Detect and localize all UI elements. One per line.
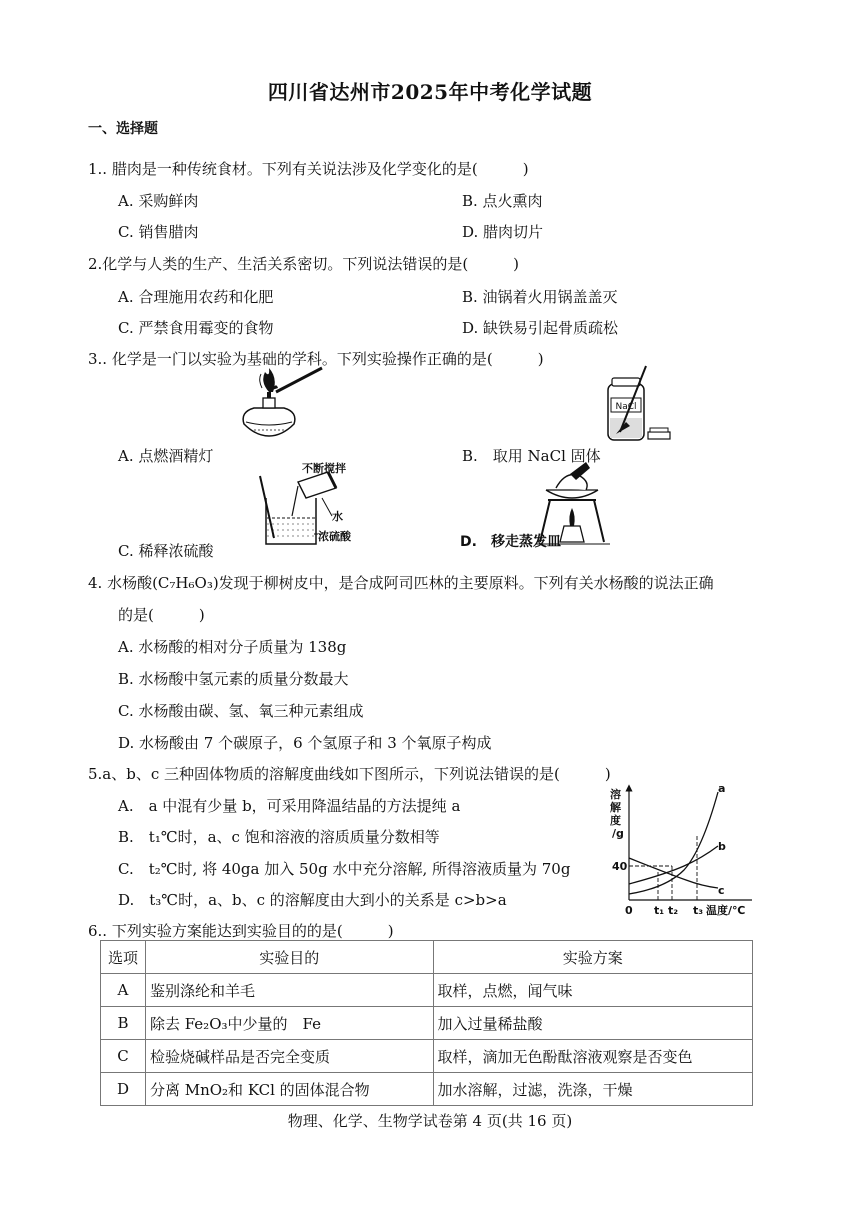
y-axis-label-4: /g <box>612 827 624 840</box>
table-row <box>101 1073 753 1106</box>
question-4-stem-line1: 4. 水杨酸(C₇H₆O₃)发现于柳树皮中，是合成阿司匹林的主要原料。下列有关水杨酸的说法正确 <box>88 574 714 592</box>
x-tick-t1: t₁ <box>654 904 665 917</box>
y-axis-label-3: 度 <box>610 814 621 827</box>
q3-option-c: C. 稀释浓硫酸 <box>118 542 214 560</box>
q5-option-c: C. t₂℃时, 将 40ga 加入 50g 水中充分溶解, 所得溶液质量为 70g <box>118 860 571 878</box>
q2-option-c: C. 严禁食用霉变的食物 <box>118 319 274 337</box>
table-row <box>101 1040 753 1073</box>
row-b-purpose: 除去 Fe₂O₃中少量的 Fe <box>145 1007 433 1040</box>
q1-option-a: A. 采购鲜肉 <box>118 192 199 210</box>
row-c-plan: 取样，滴加无色酚酞溶液观察是否变色 <box>433 1040 753 1073</box>
dilution-figure <box>252 458 362 550</box>
series-a-label: a <box>718 784 726 795</box>
series-b-label: b <box>718 840 726 853</box>
row-c-purpose: 检验烧碱样品是否完全变质 <box>145 1040 433 1073</box>
q4-option-d: D. 水杨酸由 7 个碳原子，6 个氢原子和 3 个氧原子构成 <box>118 734 492 752</box>
q3-option-a: A. 点燃酒精灯 <box>118 447 214 465</box>
series-c-line <box>629 858 718 888</box>
q5-option-d: D. t₃℃时，a、b、c 的溶解度由大到小的关系是 c>b>a <box>118 891 507 909</box>
table-header-row <box>101 941 753 974</box>
page-footer: 物理、化学、生物学试卷第 4 页(共 16 页) <box>287 1112 573 1130</box>
question-2-stem: 2.化学与人类的生产、生活关系密切。下列说法错误的是( ) <box>88 255 520 273</box>
x-tick-t2: t₂ <box>668 904 679 917</box>
row-a-purpose: 鉴别涤纶和羊毛 <box>145 974 433 1007</box>
x-tick-t3: t₃ <box>693 904 704 917</box>
row-b-plan: 加入过量稀盐酸 <box>433 1007 753 1040</box>
question-4-stem-line2: 的是( ) <box>118 606 205 624</box>
q5-option-a: A. a 中混有少量 b，可采用降温结晶的方法提纯 a <box>118 797 461 815</box>
question-5-stem: 5.a、b、c 三种固体物质的溶解度曲线如下图所示，下列说法错误的是( ) <box>88 765 611 783</box>
q1-option-c: C. 销售腊肉 <box>118 223 199 241</box>
x-tick-0: 0 <box>625 904 633 917</box>
acid-label: 浓硫酸 <box>318 530 351 543</box>
row-d-plan: 加水溶解，过滤，洗涤，干燥 <box>433 1073 753 1106</box>
row-a-option: A <box>101 974 146 1007</box>
alcohol-lamp-figure <box>232 366 328 444</box>
table-row <box>101 1007 753 1040</box>
header-option: 选项 <box>101 941 146 974</box>
q4-option-b: B. 水杨酸中氢元素的质量分数最大 <box>118 670 349 688</box>
q2-option-b: B. 油锅着火用锅盖盖灭 <box>462 288 618 306</box>
y-tick-40: 40 <box>612 860 628 873</box>
q4-option-c: C. 水杨酸由碳、氢、氧三种元素组成 <box>118 702 364 720</box>
water-label: 水 <box>332 510 343 523</box>
q1-option-d: D. 腊肉切片 <box>462 223 544 241</box>
experiment-table <box>100 940 753 1106</box>
question-1-stem: 1.. 腊肉是一种传统食材。下列有关说法涉及化学变化的是( ) <box>88 160 529 178</box>
q4-option-a: A. 水杨酸的相对分子质量为 138g <box>118 638 347 656</box>
series-a-line <box>629 792 718 894</box>
row-c-option: C <box>101 1040 146 1073</box>
question-3-stem: 3.. 化学是一门以实验为基础的学科。下列实验操作正确的是( ) <box>88 350 544 368</box>
q2-option-a: A. 合理施用农药和化肥 <box>118 288 274 306</box>
table-row <box>101 974 753 1007</box>
y-axis-label-2: 解 <box>610 801 621 814</box>
nacl-bottle-figure <box>598 362 674 448</box>
row-d-option: D <box>101 1073 146 1106</box>
row-b-option: B <box>101 1007 146 1040</box>
y-axis-label-1: 溶 <box>610 788 621 801</box>
header-purpose: 实验目的 <box>145 941 433 974</box>
stir-label: 不断搅拌 <box>302 462 346 475</box>
page-title: 四川省达州市2025年中考化学试题 <box>267 80 593 104</box>
row-a-plan: 取样，点燃，闻气味 <box>433 974 753 1007</box>
question-6-stem: 6.. 下列实验方案能达到实验目的的是( ) <box>88 922 394 940</box>
q2-option-d: D. 缺铁易引起骨质疏松 <box>462 319 619 337</box>
header-plan: 实验方案 <box>433 941 753 974</box>
series-c-label: c <box>718 884 725 897</box>
nacl-label: NaCl <box>615 402 637 412</box>
q5-option-b: B. t₁℃时，a、c 饱和溶液的溶质质量分数相等 <box>118 828 440 846</box>
x-axis-label: 温度/℃ <box>706 904 746 917</box>
solubility-chart <box>606 784 756 920</box>
section-heading: 一、选择题 <box>88 121 158 137</box>
q3-option-d: D. 移走蒸发皿 <box>460 534 561 550</box>
q3-option-b: B. 取用 NaCl 固体 <box>462 447 601 465</box>
row-d-purpose: 分离 MnO₂和 KCl 的固体混合物 <box>145 1073 433 1106</box>
q1-option-b: B. 点火熏肉 <box>462 192 543 210</box>
